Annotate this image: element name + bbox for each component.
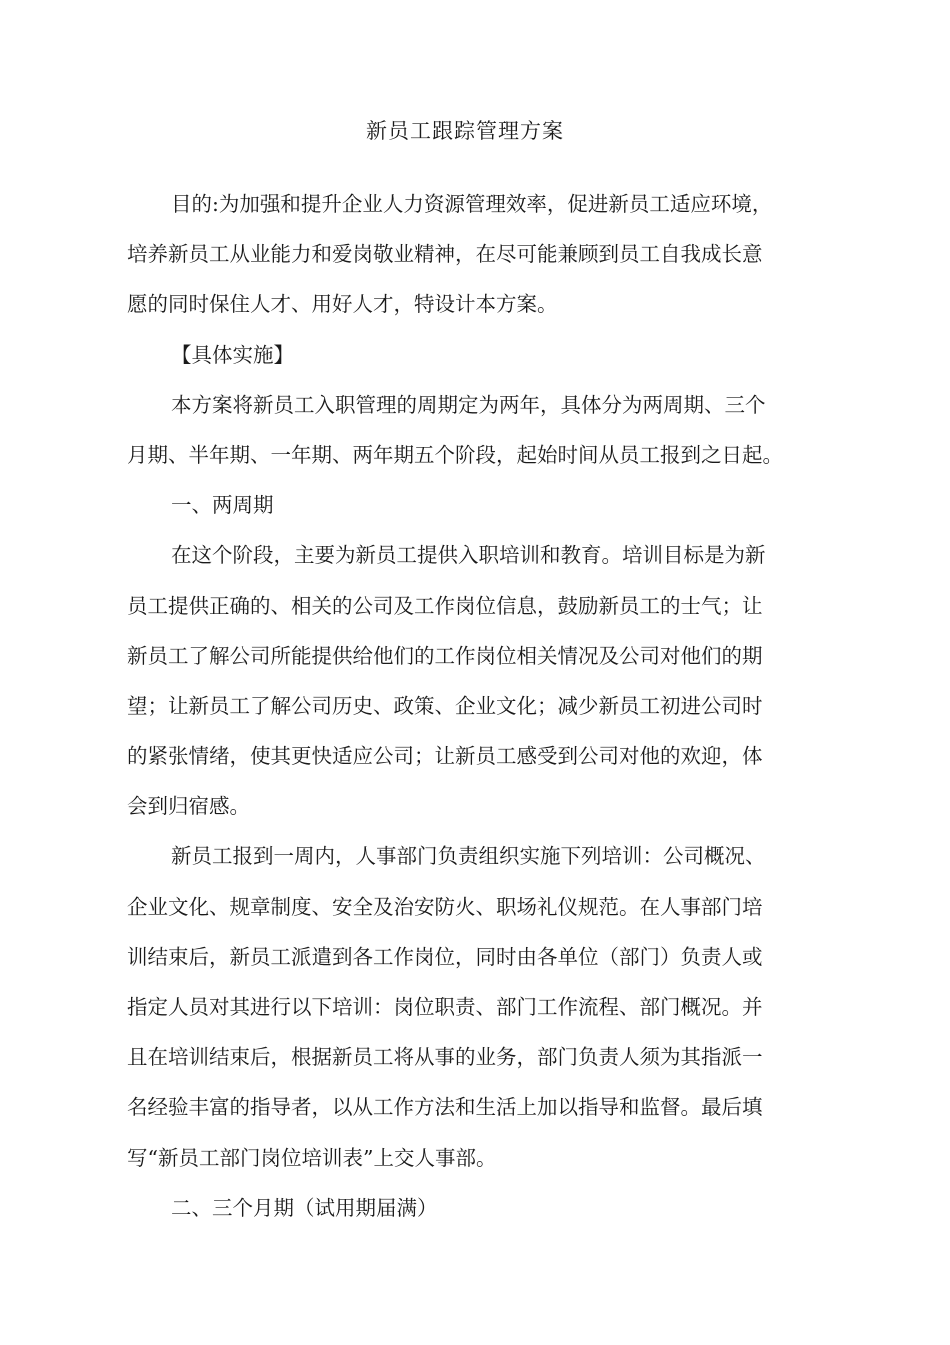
- paragraph-two-weeks-line-3: 新员工了解公司所能提供给他们的工作岗位相关情况及公司对他们的期: [127, 643, 763, 668]
- paragraph-training-line-3: 训结束后，新员工派遣到各工作岗位，同时由各单位（部门）负责人或: [127, 944, 763, 969]
- paragraph-purpose-line-3: 愿的同时保住人才、用好人才，特设计本方案。: [127, 292, 558, 317]
- paragraph-purpose-line-2: 培养新员工从业能力和爱岗敬业精神，在尽可能兼顾到员工自我成长意: [127, 242, 763, 267]
- paragraph-training-line-4: 指定人员对其进行以下培训：岗位职责、部门工作流程、部门概况。并: [127, 995, 763, 1019]
- section-heading-implementation: 【具体实施】: [171, 342, 294, 367]
- paragraph-cycle-line-2: 月期、半年期、一年期、两年期五个阶段，起始时间从员工报到之日起。: [127, 442, 783, 467]
- section-heading-two-weeks: 一、两周期: [171, 493, 274, 518]
- paragraph-training-line-2: 企业文化、规章制度、安全及治安防火、职场礼仪规范。在人事部门培: [127, 894, 763, 919]
- paragraph-two-weeks-line-1: 在这个阶段，主要为新员工提供入职培训和教育。培训目标是为新: [171, 543, 766, 568]
- section-heading-three-months: 二、三个月期（试用期届满）: [171, 1195, 438, 1220]
- paragraph-cycle-line-1: 本方案将新员工入职管理的周期定为两年，具体分为两周期、三个: [171, 392, 766, 417]
- document-title: 新员工跟踪管理方案: [366, 119, 564, 143]
- paragraph-two-weeks-line-2: 员工提供正确的、相关的公司及工作岗位信息，鼓励新员工的士气；让: [127, 593, 763, 618]
- paragraph-two-weeks-line-4: 望；让新员工了解公司历史、政策、企业文化；减少新员工初进公司时: [127, 693, 763, 718]
- paragraph-training-line-5: 且在培训结束后，根据新员工将从事的业务，部门负责人须为其指派一: [127, 1045, 763, 1070]
- paragraph-training-line-1: 新员工报到一周内，人事部门负责组织实施下列培训：公司概况、: [171, 844, 766, 869]
- paragraph-two-weeks-line-5: 的紧张情绪，使其更快适应公司；让新员工感受到公司对他的欢迎，体: [127, 744, 763, 769]
- document-body: [127, 179, 795, 1233]
- paragraph-two-weeks-line-6: 会到归宿感。: [127, 794, 250, 819]
- paragraph-purpose-line-1: 目的:为加强和提升企业人力资源管理效率，促进新员工适应环境，: [171, 192, 773, 216]
- paragraph-training-line-6: 名经验丰富的指导者，以从工作方法和生活上加以指导和监督。最后填: [127, 1095, 763, 1120]
- paragraph-training-line-7: 写“新员工部门岗位培训表”上交人事部。: [127, 1145, 497, 1170]
